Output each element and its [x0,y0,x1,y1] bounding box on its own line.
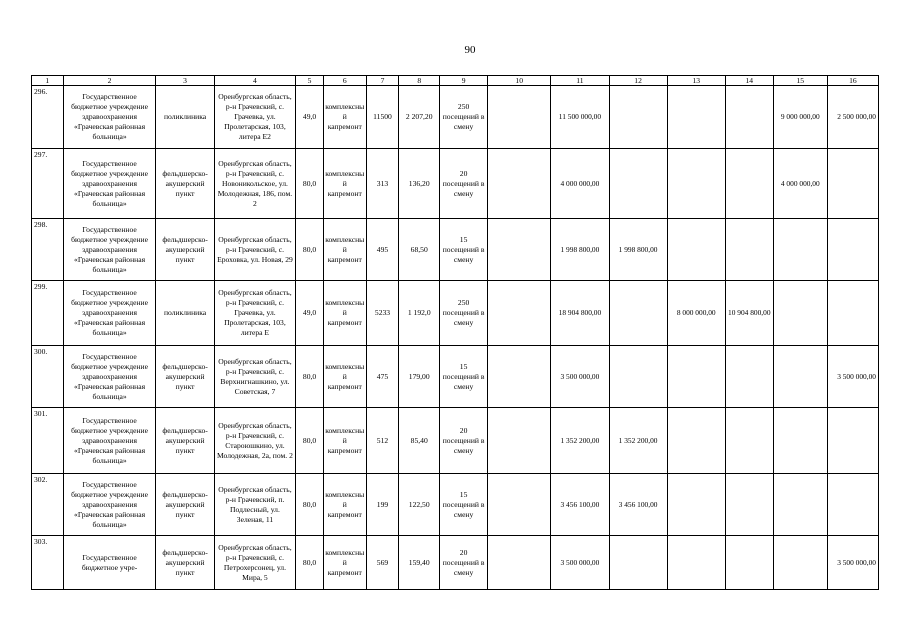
amount-column-15 [773,408,827,474]
row-number: 302. [32,474,64,536]
facility-type: фельдшерско-акушерский пункт [156,474,214,536]
served-population: 199 [366,474,399,536]
column-10-value [488,346,551,408]
amount-column-14 [725,86,773,149]
total-amount: 4 000 000,00 [551,149,609,219]
amount-column-12 [609,86,667,149]
column-10-value [488,474,551,536]
column-header: 9 [440,76,488,86]
facility-capacity: 15 посещений в смену [440,219,488,281]
total-amount: 3 500 000,00 [551,346,609,408]
wear-percent: 80,0 [296,536,324,590]
total-amount: 11 500 000,00 [551,86,609,149]
facility-type: фельдшерско-акушерский пункт [156,149,214,219]
amount-column-13: 8 000 000,00 [667,281,725,346]
amount-column-12 [609,536,667,590]
amount-column-14 [725,346,773,408]
work-type: комплексный капремонт [323,86,366,149]
facility-type: поликлиника [156,86,214,149]
served-population: 512 [366,408,399,474]
organization-name: Государственное бюджетное учреждение здравоохранения «Грачевская районная больница» [63,474,156,536]
amount-column-13 [667,86,725,149]
facility-address: Оренбургская область, р-н Грачевский, с. Староюшкино, ул. Молодежная, 2а, пом. 2 [214,408,296,474]
served-population: 569 [366,536,399,590]
organization-name: Государственное бюджетное учреждение здравоохранения «Грачевская районная больница» [63,219,156,281]
work-type: комплексный капремонт [323,474,366,536]
amount-column-13 [667,346,725,408]
row-number: 297. [32,149,64,219]
table-row [32,536,879,590]
floor-area: 85,40 [399,408,440,474]
amount-column-13 [667,149,725,219]
column-number-row [32,76,879,86]
amount-column-15: 4 000 000,00 [773,149,827,219]
total-amount: 1 998 800,00 [551,219,609,281]
table-row [32,149,879,219]
amount-column-16 [827,149,878,219]
row-number: 303. [32,536,64,590]
amount-column-14 [725,219,773,281]
facility-capacity: 15 посещений в смену [440,346,488,408]
floor-area: 159,40 [399,536,440,590]
floor-area: 2 207,20 [399,86,440,149]
organization-name: Государственное бюджетное учреждение здравоохранения «Грачевская районная больница» [63,408,156,474]
amount-column-16: 2 500 000,00 [827,86,878,149]
facility-capacity: 250 посещений в смену [440,281,488,346]
amount-column-12: 3 456 100,00 [609,474,667,536]
facilities-table [31,75,879,590]
amount-column-14 [725,149,773,219]
wear-percent: 80,0 [296,219,324,281]
organization-name: Государственное бюджетное учреждение здравоохранения «Грачевская районная больница» [63,281,156,346]
work-type: комплексный капремонт [323,536,366,590]
amount-column-13 [667,408,725,474]
amount-column-16 [827,474,878,536]
column-header: 15 [773,76,827,86]
facility-capacity: 20 посещений в смену [440,408,488,474]
amount-column-13 [667,474,725,536]
row-number: 299. [32,281,64,346]
table-row [32,474,879,536]
amount-column-12 [609,281,667,346]
amount-column-13 [667,536,725,590]
column-10-value [488,86,551,149]
row-number: 300. [32,346,64,408]
table-row [32,86,879,149]
total-amount: 3 500 000,00 [551,536,609,590]
column-header: 2 [63,76,156,86]
amount-column-16 [827,408,878,474]
wear-percent: 80,0 [296,408,324,474]
column-header: 8 [399,76,440,86]
floor-area: 68,50 [399,219,440,281]
organization-name: Государственное бюджетное учреждение здравоохранения «Грачевская районная больница» [63,86,156,149]
table-row [32,346,879,408]
wear-percent: 49,0 [296,86,324,149]
facility-address: Оренбургская область, р-н Грачевский, с. Ероховка, ул. Новая, 29 [214,219,296,281]
amount-column-14 [725,474,773,536]
row-number: 298. [32,219,64,281]
column-header: 3 [156,76,214,86]
column-10-value [488,149,551,219]
facility-type: фельдшерско-акушерский пункт [156,346,214,408]
column-10-value [488,219,551,281]
facility-address: Оренбургская область, р-н Грачевский, с. Верхнигнашкино, ул. Советская, 7 [214,346,296,408]
amount-column-16 [827,281,878,346]
facility-type: фельдшерско-акушерский пункт [156,536,214,590]
column-10-value [488,408,551,474]
column-header: 5 [296,76,324,86]
organization-name: Государственное бюджетное учре- [63,536,156,590]
facility-type: фельдшерско-акушерский пункт [156,408,214,474]
wear-percent: 49,0 [296,281,324,346]
column-header: 1 [32,76,64,86]
table-row [32,408,879,474]
facility-address: Оренбургская область, р-н Грачевский, с. Грачевка, ул. Пролетарская, 103, литера Е2 [214,86,296,149]
table-row [32,281,879,346]
column-header: 7 [366,76,399,86]
column-10-value [488,536,551,590]
column-header: 12 [609,76,667,86]
amount-column-12: 1 352 200,00 [609,408,667,474]
work-type: комплексный капремонт [323,408,366,474]
column-header: 10 [488,76,551,86]
organization-name: Государственное бюджетное учреждение здравоохранения «Грачевская районная больница» [63,149,156,219]
facility-type: поликлиника [156,281,214,346]
amount-column-15 [773,281,827,346]
facility-type: фельдшерско-акушерский пункт [156,219,214,281]
table-row [32,219,879,281]
column-header: 13 [667,76,725,86]
served-population: 475 [366,346,399,408]
facility-capacity: 20 посещений в смену [440,149,488,219]
facility-capacity: 15 посещений в смену [440,474,488,536]
wear-percent: 80,0 [296,149,324,219]
amount-column-16: 3 500 000,00 [827,536,878,590]
row-number: 296. [32,86,64,149]
page-number: 90 [464,44,476,56]
amount-column-15 [773,536,827,590]
served-population: 313 [366,149,399,219]
amount-column-15 [773,474,827,536]
total-amount: 18 904 800,00 [551,281,609,346]
wear-percent: 80,0 [296,474,324,536]
floor-area: 179,00 [399,346,440,408]
column-header: 11 [551,76,609,86]
column-header: 6 [323,76,366,86]
served-population: 495 [366,219,399,281]
amount-column-12 [609,149,667,219]
amount-column-14: 10 904 800,00 [725,281,773,346]
work-type: комплексный капремонт [323,281,366,346]
facility-capacity: 250 посещений в смену [440,86,488,149]
amount-column-16 [827,219,878,281]
facility-address: Оренбургская область, р-н Грачевский, п. Подлесный, ул. Зеленая, 11 [214,474,296,536]
floor-area: 1 192,0 [399,281,440,346]
amount-column-13 [667,219,725,281]
organization-name: Государственное бюджетное учреждение здравоохранения «Грачевская районная больница» [63,346,156,408]
amount-column-16: 3 500 000,00 [827,346,878,408]
facility-address: Оренбургская область, р-н Грачевский, с. Новоникольское, ул. Молодежная, 186, пом. 2 [214,149,296,219]
floor-area: 122,50 [399,474,440,536]
work-type: комплексный капремонт [323,149,366,219]
amount-column-15: 9 000 000,00 [773,86,827,149]
column-header: 16 [827,76,878,86]
total-amount: 3 456 100,00 [551,474,609,536]
row-number: 301. [32,408,64,474]
column-header: 4 [214,76,296,86]
work-type: комплексный капремонт [323,219,366,281]
floor-area: 136,20 [399,149,440,219]
facility-address: Оренбургская область, р-н Грачевский, с. Грачевка, ул. Пролетарская, 103, литера Е [214,281,296,346]
amount-column-14 [725,408,773,474]
column-header: 14 [725,76,773,86]
served-population: 11500 [366,86,399,149]
facility-capacity: 20 посещений в смену [440,536,488,590]
work-type: комплексный капремонт [323,346,366,408]
served-population: 5233 [366,281,399,346]
wear-percent: 80,0 [296,346,324,408]
amount-column-15 [773,219,827,281]
amount-column-12: 1 998 800,00 [609,219,667,281]
column-10-value [488,281,551,346]
total-amount: 1 352 200,00 [551,408,609,474]
facility-address: Оренбургская область, р-н Грачевский, с. Петрохерсонец, ул. Мира, 5 [214,536,296,590]
amount-column-15 [773,346,827,408]
amount-column-12 [609,346,667,408]
amount-column-14 [725,536,773,590]
